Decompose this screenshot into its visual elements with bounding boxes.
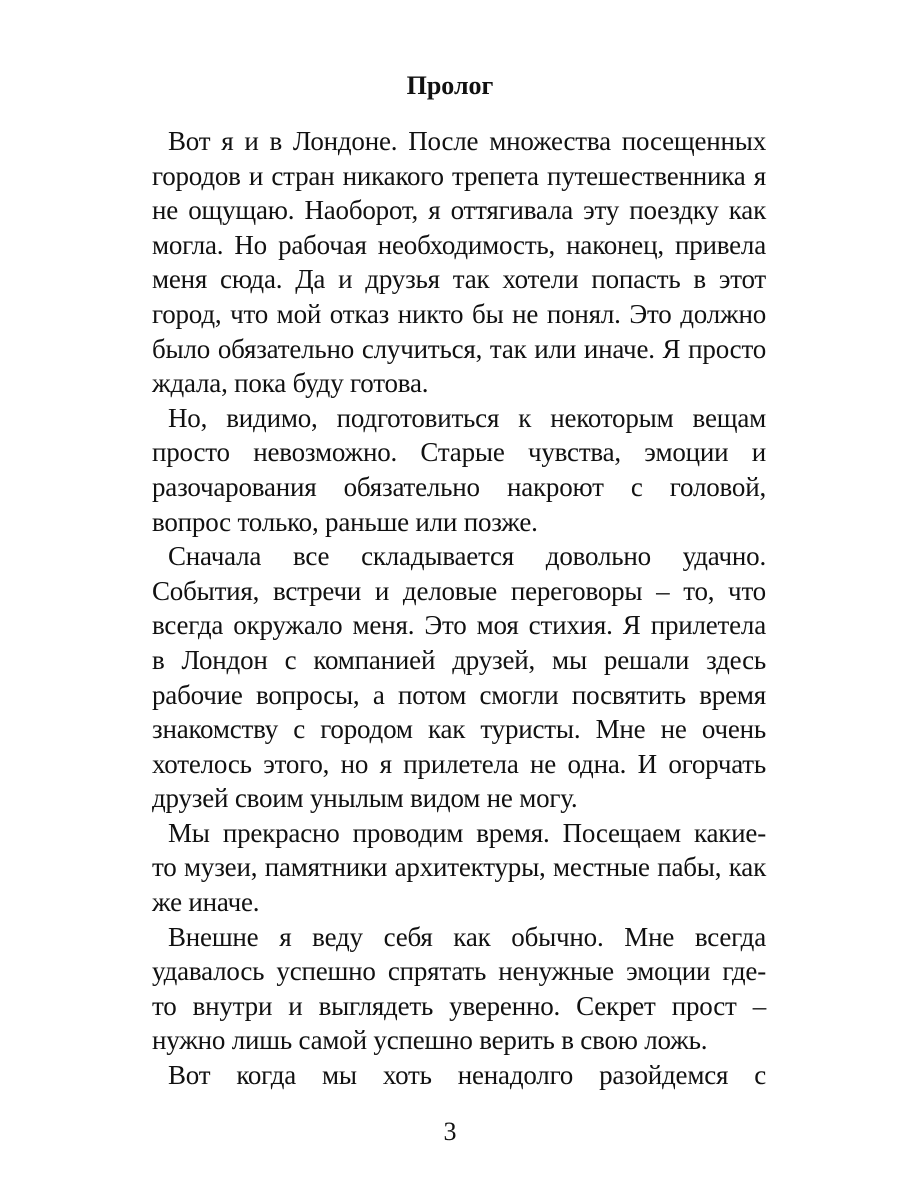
- text-line: Вот когда мы хоть ненадолго разойдемся с: [168, 1060, 766, 1091]
- text-line: удавалось успешно спрятать ненужные эмоции где-: [152, 956, 766, 987]
- text-line: вопрос только, раньше или позже.: [152, 506, 538, 537]
- text-line: всегда окружало меня. Это моя стихия. Я прилетела: [152, 610, 766, 641]
- text-line: городов и стран никакого трепета путешественника я: [152, 160, 766, 191]
- text-line: разочарования обязательно накроют с головой,: [152, 471, 766, 502]
- text-line: Внешне я веду себя как обычно. Мне всегда: [168, 921, 766, 952]
- page-number: 3: [443, 1117, 457, 1146]
- text-line: просто невозможно. Старые чувства, эмоции и: [152, 437, 766, 468]
- text-line: Вот я и в Лондоне. После множества посещенных: [168, 126, 766, 156]
- text-line: не ощущаю. Наоборот, я оттягивала эту поездку как: [152, 195, 766, 226]
- text-line: город, что мой отказ никто бы не понял. Это должно: [152, 298, 766, 329]
- text-line: хотелось этого, но я прилетела не одна. И огорчать: [152, 748, 766, 779]
- text-line: меня сюда. Да и друзья так хотели попасть в этот: [152, 264, 766, 295]
- text-line: в Лондон с компанией друзей, мы решали здесь: [152, 644, 766, 675]
- text-line: нужно лишь самой успешно верить в свою ложь.: [152, 1025, 708, 1056]
- chapter-title: Пролог: [406, 71, 494, 100]
- text-line: же иначе.: [152, 887, 260, 918]
- text-line: было обязательно случиться, так или иначе. Я просто: [152, 333, 766, 364]
- text-line: рабочие вопросы, а потом смогли посвятить время: [152, 679, 766, 710]
- text-line: События, встречи и деловые переговоры – то, что: [152, 575, 766, 606]
- chapter-body: [152, 124, 766, 1093]
- text-line: могла. Но рабочая необходимость, наконец, привела: [152, 229, 766, 260]
- text-line: Но, видимо, подготовиться к некоторым вещам: [168, 402, 766, 433]
- text-line: то музеи, памятники архитектуры, местные пабы, как: [152, 852, 766, 883]
- text-line: Мы прекрасно проводим время. Посещаем какие-: [168, 817, 766, 848]
- text-line: ждала, пока буду готова.: [152, 368, 429, 399]
- text-line: друзей своим унылым видом не могу.: [152, 783, 578, 814]
- text-line: знакомству с городом как туристы. Мне не очень: [152, 714, 766, 745]
- text-line: то внутри и выглядеть уверенно. Секрет прост –: [152, 990, 766, 1021]
- text-line: Сначала все складывается довольно удачно.: [168, 541, 766, 572]
